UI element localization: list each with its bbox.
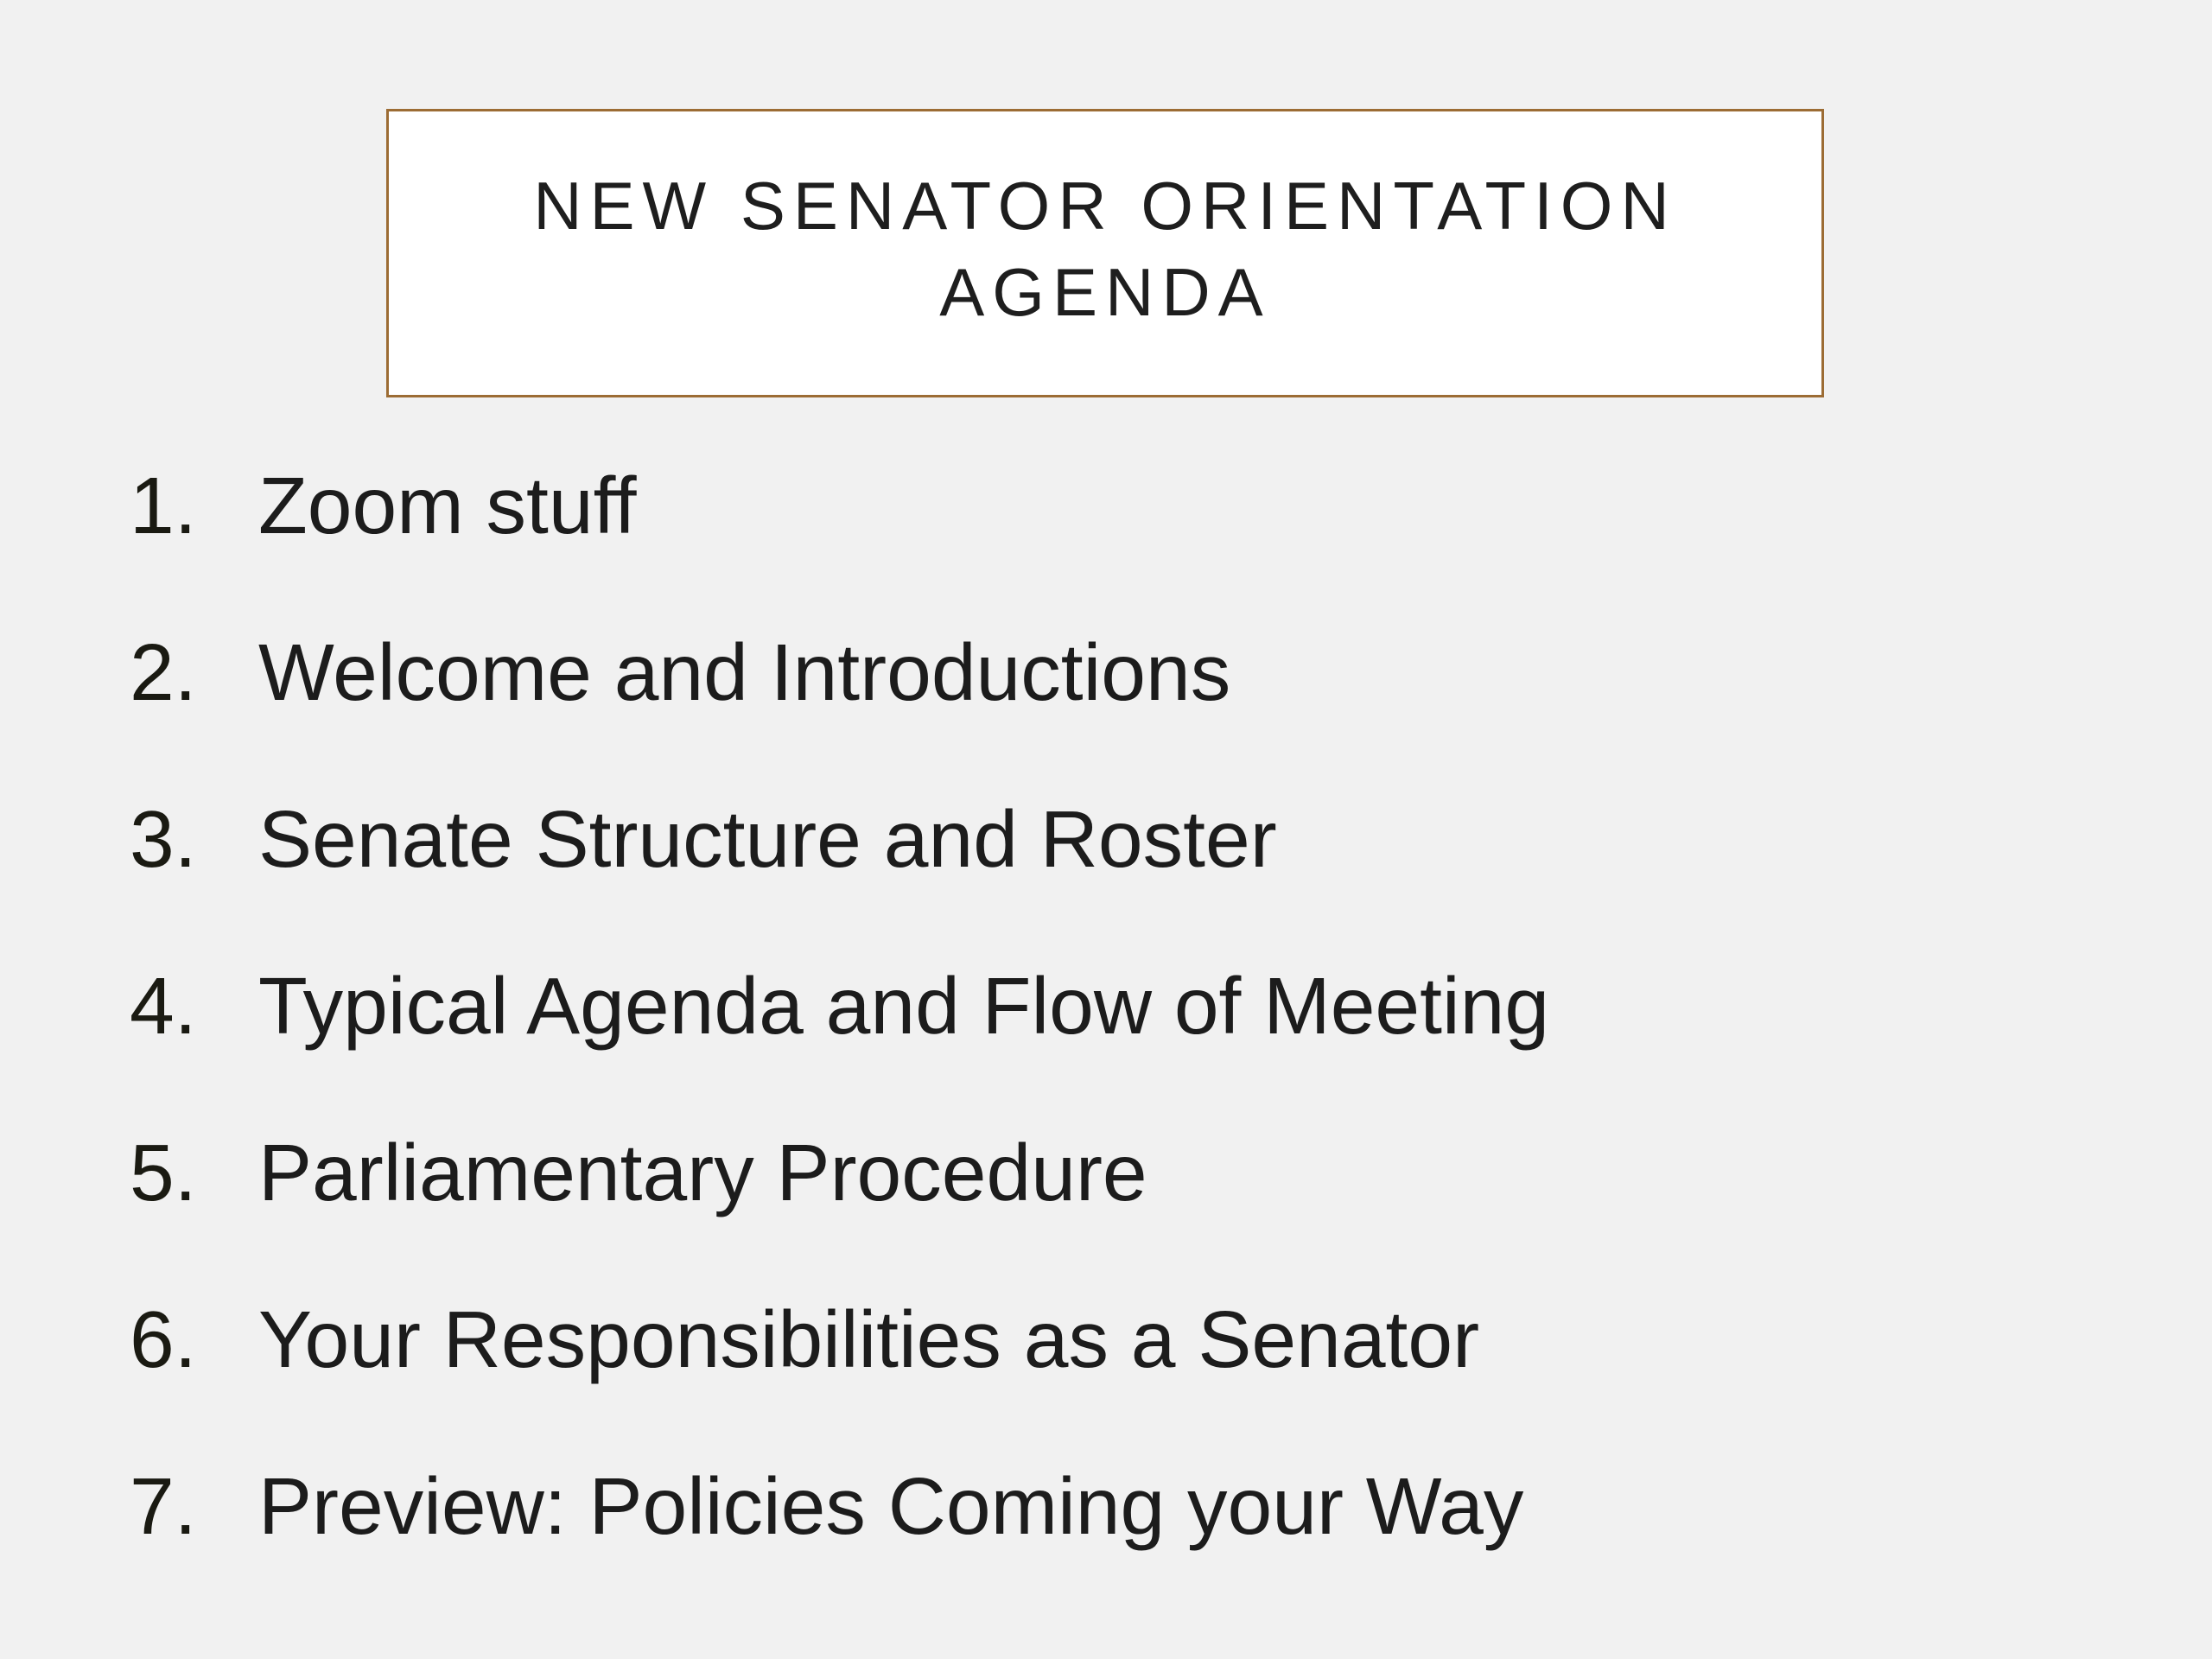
agenda-item bbox=[130, 1433, 1549, 1599]
agenda-item-label: Preview: Policies Coming your Way bbox=[258, 1461, 1524, 1551]
agenda-item bbox=[130, 1099, 1549, 1266]
agenda-item bbox=[130, 1266, 1549, 1433]
agenda-item-number: 5. bbox=[130, 1128, 197, 1217]
agenda-item bbox=[130, 432, 1549, 599]
agenda-item-number: 3. bbox=[130, 794, 197, 884]
agenda-item-label: Zoom stuff bbox=[258, 461, 637, 550]
agenda-item bbox=[130, 766, 1549, 932]
agenda-list bbox=[130, 432, 1549, 1599]
agenda-item-label: Welcome and Introductions bbox=[258, 627, 1231, 717]
agenda-item-label: Senate Structure and Roster bbox=[258, 794, 1277, 884]
agenda-item-number: 6. bbox=[130, 1294, 197, 1384]
title-box bbox=[386, 109, 1824, 397]
agenda-item bbox=[130, 932, 1549, 1099]
agenda-item-label: Parliamentary Procedure bbox=[258, 1128, 1147, 1217]
slide-title: NEW SENATOR ORIENTATION AGENDA bbox=[533, 168, 1677, 330]
agenda-item-number: 1. bbox=[130, 461, 197, 550]
agenda-item-number: 2. bbox=[130, 627, 197, 717]
agenda-item-label: Your Responsibilities as a Senator bbox=[258, 1294, 1480, 1384]
agenda-item bbox=[130, 599, 1549, 766]
agenda-item-number: 7. bbox=[130, 1461, 197, 1551]
agenda-item-label: Typical Agenda and Flow of Meeting bbox=[258, 961, 1550, 1051]
agenda-item-number: 4. bbox=[130, 961, 197, 1051]
